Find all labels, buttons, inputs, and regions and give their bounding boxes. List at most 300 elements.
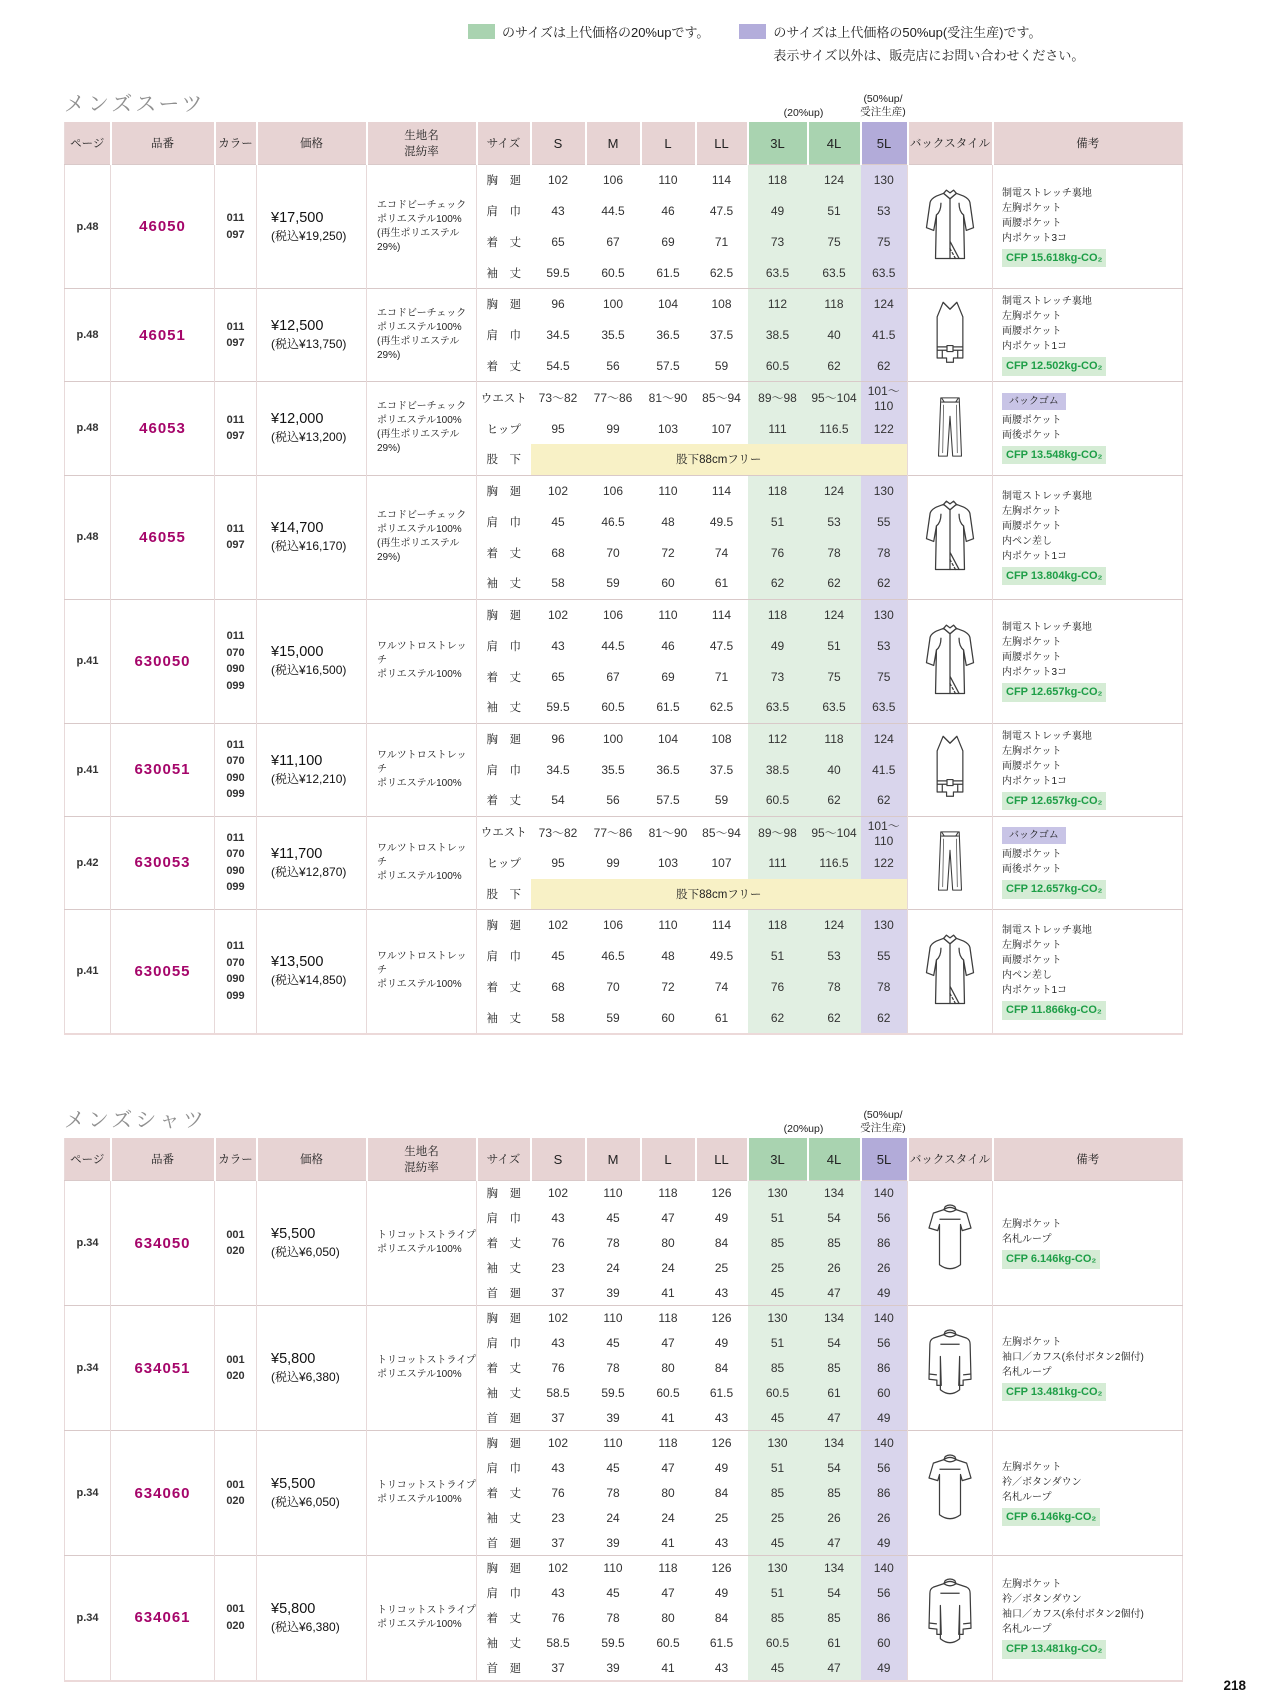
size-value: 56: [606, 793, 620, 808]
measurement-row: [65, 1181, 1183, 1206]
size-value: 45: [748, 1656, 808, 1681]
page-ref: p.41: [65, 599, 111, 723]
measure-label: 胸 廻: [477, 723, 531, 754]
cfp-label: CFP 6.146kg-CO₂: [1002, 1508, 1100, 1527]
measure-label: ヒップ: [477, 848, 531, 879]
remark-line: 左胸ポケット: [1002, 311, 1062, 323]
size-value: 110: [641, 165, 696, 196]
size-value: 130: [748, 1306, 808, 1331]
size-value: 73〜82: [531, 816, 586, 848]
table-body: [65, 1181, 1183, 1681]
size-value: 68: [551, 980, 565, 994]
size-value: 54: [808, 1581, 861, 1606]
fabric-line: ワルツトロストレッチ: [377, 951, 467, 977]
size-value: 112: [748, 289, 808, 320]
size-value: 78: [606, 1611, 620, 1625]
size-value: 49: [714, 1586, 729, 1600]
legend-purple-text: のサイズは上代価格の50%up(受注生産)です。: [773, 25, 1042, 40]
size-value: 49: [714, 1461, 729, 1475]
remark-line: 制電ストレッチ裏地: [1002, 730, 1092, 742]
size-value: 114: [696, 910, 748, 941]
measure-label: 肩 巾: [477, 1456, 531, 1481]
remark-line: 内ポケット1コ: [1002, 775, 1068, 787]
size-value: 126: [696, 1556, 748, 1581]
remarks: [993, 910, 1183, 1034]
col-header-size-3l: 3L: [748, 1138, 808, 1181]
size-value: 78: [606, 1361, 620, 1375]
size-value: 95〜104: [808, 816, 861, 848]
color-code: 090: [226, 663, 245, 675]
item-number: 630053: [111, 816, 215, 910]
fabric-line: エコドビーチェック: [377, 308, 467, 319]
legend-purple-text-2: 表示サイズ以外は、販売店にお問い合わせください。: [773, 48, 1085, 63]
size-value: 25: [748, 1256, 808, 1281]
fabric-line: ポリエステル100%: [377, 870, 462, 882]
shirt-short-back-icon: [922, 1523, 978, 1537]
measure-label: 着 丈: [477, 1356, 531, 1381]
size-value: 78: [808, 972, 861, 1003]
size-value: 49.5: [709, 949, 734, 963]
size-value: 84: [714, 1236, 729, 1250]
size-value: 61.5: [656, 265, 680, 280]
size-value: 106: [586, 599, 641, 630]
size-value: 61.5: [709, 1636, 734, 1650]
size-value: 49: [861, 1281, 908, 1306]
size-value: 85〜94: [696, 816, 748, 848]
size-value: 118: [808, 723, 861, 754]
pants-back-icon: [927, 889, 973, 903]
size-value: 118: [808, 289, 861, 320]
back-style: [908, 382, 993, 476]
color-codes: [215, 1556, 257, 1681]
size-value: 78: [606, 1236, 620, 1250]
color-code: 001: [226, 1228, 245, 1241]
size-value: 80: [661, 1486, 675, 1500]
size-value: 45: [606, 1586, 620, 1600]
remarks: [993, 382, 1183, 476]
size-value: 72: [661, 980, 675, 994]
color-codes: [215, 816, 257, 910]
col-header-size-m: M: [586, 1138, 641, 1181]
size-value: 43: [551, 204, 565, 218]
size-table: [64, 122, 1183, 1035]
back-style: [908, 1306, 993, 1431]
remark-line: 衿／ボタンダウン: [1002, 1594, 1082, 1605]
surcharge-20-label: (20%up): [783, 1123, 824, 1135]
color-code: 001: [226, 1478, 245, 1491]
size-value: 41: [661, 1660, 675, 1675]
measurement-row: [65, 1556, 1183, 1581]
size-value: 102: [531, 1306, 586, 1331]
size-value: 102: [531, 165, 586, 196]
color-code: 090: [226, 973, 245, 986]
measure-label: 着 丈: [477, 785, 531, 816]
col-header-size-l: L: [641, 122, 696, 165]
measure-label: 胸 廻: [477, 165, 531, 196]
size-value: 74: [714, 980, 729, 994]
size-value: 46.5: [601, 514, 625, 529]
size-value: 47.5: [709, 204, 734, 218]
fabric-line: エコドビーチェック: [377, 199, 467, 211]
price: [257, 1556, 367, 1681]
size-value: 140: [861, 1431, 908, 1456]
size-value: 122: [861, 848, 908, 879]
measure-label: 胸 廻: [477, 475, 531, 506]
remark-line: 制電ストレッチ裏地: [1002, 925, 1092, 936]
size-value: 130: [861, 599, 908, 630]
size-value: 49: [748, 630, 808, 661]
remark-line: 左胸ポケット: [1002, 202, 1062, 214]
fabric-line: ポリエステル100%: [377, 1369, 462, 1380]
size-value: 80: [661, 1236, 675, 1250]
price-tax: (税込¥6,050): [271, 1245, 340, 1259]
remarks: [993, 1306, 1183, 1431]
size-value: 103: [657, 856, 679, 870]
size-value: 126: [696, 1306, 748, 1331]
size-value: 60: [661, 576, 675, 591]
size-value: 76: [748, 537, 808, 568]
size-value: 85: [808, 1231, 861, 1256]
fabric-line: ポリエステル100%: [377, 979, 462, 991]
measure-label: 肩 巾: [477, 941, 531, 972]
remark-line: 内ポケット1コ: [1002, 985, 1068, 996]
remark-line: 名札ループ: [1002, 1234, 1052, 1246]
size-value: 103: [657, 421, 679, 436]
size-value: 81〜90: [641, 816, 696, 848]
size-value: 62: [748, 568, 808, 599]
cfp-label: CFP 13.804kg-CO₂: [1002, 567, 1106, 586]
size-value: 40: [808, 320, 861, 351]
size-value: 24: [661, 1511, 675, 1525]
jacket-back-icon: [922, 563, 978, 577]
table-header: [65, 122, 1183, 165]
remark-line: 制電ストレッチ裏地: [1002, 622, 1092, 634]
measurement-row: [65, 382, 1183, 414]
size-value: 84: [714, 1361, 729, 1375]
fabric-line: エコドビーチェック: [377, 510, 467, 521]
color-code: 097: [226, 337, 245, 349]
size-value: 102: [531, 475, 586, 506]
remarks: [993, 723, 1183, 816]
fabric-line: (再生ポリエステル29%): [377, 429, 460, 455]
size-value: 118: [641, 1306, 696, 1331]
measure-label: 袖 丈: [477, 1003, 531, 1034]
remark-line: 両腰ポケット: [1002, 955, 1062, 966]
shirt-short-back-icon: [922, 1273, 978, 1287]
fabric-header-line2: 混紡率: [404, 1162, 439, 1174]
measure-label: 胸 廻: [477, 599, 531, 630]
fabric-line: ポリエステル100%: [377, 1244, 462, 1255]
size-value: 26: [808, 1506, 861, 1531]
size-value: 44.5: [601, 204, 625, 218]
size-value: 60.5: [656, 1636, 680, 1650]
size-value: 106: [586, 165, 641, 196]
size-value: 46: [661, 638, 675, 653]
green-swatch-icon: [468, 24, 495, 39]
col-header-size-4l: 4L: [808, 1138, 861, 1181]
size-value: 40: [808, 754, 861, 785]
size-value: 73: [748, 227, 808, 258]
size-value: 72: [661, 545, 675, 560]
size-value: 56: [861, 1581, 908, 1606]
size-value: 124: [808, 599, 861, 630]
price: [257, 1181, 367, 1306]
size-value: 61.5: [709, 1386, 734, 1400]
surcharge-50-label: [833, 1109, 933, 1135]
size-value: 25: [714, 1261, 729, 1275]
measure-label: 着 丈: [477, 351, 531, 382]
remark-line: 内ペン差し: [1002, 535, 1052, 547]
measure-label: 袖 丈: [477, 1381, 531, 1406]
size-value: 59.5: [601, 1636, 625, 1650]
price-main: ¥12,000: [271, 411, 324, 428]
remark-line: 左胸ポケット: [1002, 745, 1062, 757]
size-value: 60.5: [748, 785, 808, 816]
size-value: 130: [861, 910, 908, 941]
size-value: 63.5: [861, 258, 908, 289]
remark-line: 左胸ポケット: [1002, 505, 1062, 517]
size-value: 45: [551, 949, 565, 963]
size-value: 130: [748, 1181, 808, 1206]
size-value: 62: [808, 568, 861, 599]
remark-line: 両後ポケット: [1002, 864, 1062, 875]
measure-label: 胸 廻: [477, 1556, 531, 1581]
size-value: 43: [714, 1660, 729, 1675]
remark-line: 衿／ボタンダウン: [1002, 1476, 1082, 1488]
remark-line: 両腰ポケット: [1002, 849, 1062, 860]
size-value: 60.5: [656, 1386, 680, 1400]
size-value: 86: [861, 1231, 908, 1256]
size-value: 61: [808, 1381, 861, 1406]
fabric-line: トリコットストライプ: [377, 1604, 476, 1616]
size-value: 77〜86: [586, 382, 641, 414]
size-value: 118: [641, 1431, 696, 1456]
size-value: 62: [808, 785, 861, 816]
size-value: 108: [696, 723, 748, 754]
cfp-label: CFP 11.866kg-CO₂: [1002, 1001, 1106, 1020]
remarks: [993, 1181, 1183, 1306]
price-main: ¥14,700: [271, 520, 324, 536]
measure-label: 着 丈: [477, 227, 531, 258]
fabric-line: エコドビーチェック: [377, 401, 467, 413]
price: [257, 1431, 367, 1556]
page-ref: p.34: [65, 1181, 111, 1306]
col-header-backstyle: バックスタイル: [908, 1138, 993, 1181]
col-header-size-l: L: [641, 1138, 696, 1181]
col-header-size-5l: 5L: [861, 122, 908, 165]
price-main: ¥5,800: [271, 1600, 316, 1617]
size-value: 69: [661, 235, 675, 249]
col-header-size-s: S: [531, 1138, 586, 1181]
size-value: 41.5: [861, 754, 908, 785]
color-code: 097: [226, 430, 245, 443]
fabric-line: ポリエステル100%: [377, 1618, 462, 1630]
size-value: 134: [808, 1181, 861, 1206]
fabric-line: トリコットストライプ: [377, 1355, 476, 1366]
pants-back-icon: [927, 455, 973, 469]
measure-label: 胸 廻: [477, 910, 531, 941]
size-value: 102: [531, 1556, 586, 1581]
size-value: 55: [861, 506, 908, 537]
measurement-row: [65, 289, 1183, 320]
size-value: 65: [551, 669, 565, 684]
measure-label: 着 丈: [477, 1606, 531, 1631]
price-main: ¥5,500: [271, 1226, 316, 1242]
size-value: 60.5: [748, 351, 808, 382]
size-value: 60.5: [601, 700, 625, 715]
remark-line: 両腰ポケット: [1002, 217, 1062, 229]
size-value: 59.5: [546, 265, 570, 280]
size-value: 85: [808, 1481, 861, 1506]
size-value: 51: [748, 1206, 808, 1231]
size-value: 118: [748, 165, 808, 196]
color-code: 090: [226, 864, 245, 877]
size-value: 84: [714, 1611, 729, 1625]
color-codes: [215, 1306, 257, 1431]
size-value: 126: [696, 1181, 748, 1206]
back-style: [908, 723, 993, 816]
size-value: 39: [606, 1410, 620, 1425]
size-value: 134: [808, 1306, 861, 1331]
remark-line: 名札ループ: [1002, 1491, 1052, 1503]
measurement-row: [65, 475, 1183, 506]
color-code: 070: [226, 646, 245, 659]
size-value: 77〜86: [586, 816, 641, 848]
size-value: 59: [606, 1010, 620, 1025]
size-value: 43: [714, 1410, 729, 1425]
col-header-size: サイズ: [477, 122, 531, 165]
measurement-row: [65, 816, 1183, 848]
fabric-line: ポリエステル100%: [377, 1494, 462, 1505]
price: [257, 723, 367, 816]
color-code: 011: [226, 413, 245, 426]
size-value: 70: [606, 545, 620, 560]
measure-label: 着 丈: [477, 1231, 531, 1256]
price: [257, 165, 367, 289]
size-value: 67: [606, 669, 620, 684]
size-value: 118: [641, 1181, 696, 1206]
size-value: 62.5: [709, 265, 734, 280]
size-value: 53: [808, 506, 861, 537]
fabric: [367, 475, 477, 599]
price-tax: (税込¥13,750): [271, 337, 347, 351]
measure-label: 着 丈: [477, 537, 531, 568]
col-header-item: 品番: [111, 1138, 215, 1181]
price-main: ¥15,000: [271, 644, 324, 660]
size-value: 38.5: [748, 320, 808, 351]
size-value: 24: [606, 1511, 620, 1525]
size-value: 35.5: [601, 762, 625, 777]
size-value: 58: [551, 1010, 565, 1025]
remark-line: 制電ストレッチ裏地: [1002, 490, 1092, 502]
size-value: 140: [861, 1306, 908, 1331]
price-tax: (税込¥6,380): [271, 1619, 340, 1634]
col-header-remarks: 備考: [993, 1138, 1183, 1181]
measure-label: 袖 丈: [477, 258, 531, 289]
size-value: 51: [748, 941, 808, 972]
size-value: 71: [714, 669, 729, 684]
price: [257, 816, 367, 910]
size-value: 114: [696, 165, 748, 196]
size-value: 102: [531, 1181, 586, 1206]
size-value: 56: [861, 1456, 908, 1481]
remark-line: 袖口／カフス(糸付ボタン2個付): [1002, 1351, 1144, 1363]
fabric: [367, 723, 477, 816]
size-value: 80: [661, 1361, 675, 1375]
size-value: 60.5: [748, 1381, 808, 1406]
size-value: 75: [861, 661, 908, 692]
fabric-line: ワルツトロストレッチ: [377, 749, 467, 775]
size-value: 122: [861, 413, 908, 444]
size-value: 78: [861, 972, 908, 1003]
inseam-free-band: 股下88cmフリー: [531, 444, 908, 475]
color-code: 099: [226, 881, 245, 894]
remark-line: 左胸ポケット: [1002, 1336, 1062, 1348]
size-value: 54.5: [546, 358, 570, 373]
size-value: 46: [661, 204, 675, 218]
measure-label: ヒップ: [477, 413, 531, 444]
fabric-line: ポリエステル100%: [377, 415, 462, 427]
size-value: 25: [748, 1506, 808, 1531]
col-header-backstyle: バックスタイル: [908, 122, 993, 165]
size-value: 39: [606, 1535, 620, 1550]
color-codes: [215, 1431, 257, 1556]
size-value: 102: [531, 599, 586, 630]
remark-line: 内ポケット1コ: [1002, 550, 1068, 562]
size-value: 37: [551, 1410, 565, 1425]
measure-label: ウエスト: [477, 382, 531, 414]
price-tax: (税込¥13,200): [271, 430, 347, 445]
color-codes: [215, 475, 257, 599]
size-value: 86: [861, 1356, 908, 1381]
size-value: 102: [531, 910, 586, 941]
item-number: 630055: [111, 910, 215, 1034]
size-value: 47: [808, 1656, 861, 1681]
measure-label: 肩 巾: [477, 320, 531, 351]
measure-label: 着 丈: [477, 1481, 531, 1506]
size-value: 35.5: [601, 328, 625, 342]
color-codes: [215, 1181, 257, 1306]
fabric-line: ポリエステル100%: [377, 213, 462, 225]
remark-line: 内ポケット1コ: [1002, 341, 1068, 353]
size-value: 126: [696, 1431, 748, 1456]
size-value: 63.5: [748, 692, 808, 723]
size-value: 99: [606, 856, 620, 870]
section-head: [64, 78, 1182, 122]
size-value: 84: [714, 1486, 729, 1500]
size-value: 41: [661, 1285, 675, 1300]
surcharge-50-line2: 受注生産): [860, 1121, 906, 1134]
page-ref: p.34: [65, 1306, 111, 1431]
size-value: 140: [861, 1181, 908, 1206]
size-value: 60.5: [748, 1631, 808, 1656]
size-value: 95: [551, 856, 565, 870]
page-ref: p.48: [65, 165, 111, 289]
remark-line: 名札ループ: [1002, 1624, 1052, 1635]
price-main: ¥12,500: [271, 318, 324, 334]
price: [257, 475, 367, 599]
measure-label: 首 廻: [477, 1406, 531, 1431]
size-value: 37: [551, 1535, 565, 1550]
color-code: 001: [226, 1603, 245, 1616]
size-value: 53: [861, 196, 908, 227]
size-value: 53: [808, 941, 861, 972]
price-tax: (税込¥12,870): [271, 864, 347, 879]
size-value: 110: [586, 1181, 641, 1206]
size-value: 134: [808, 1556, 861, 1581]
remarks: [993, 475, 1183, 599]
measure-label: 胸 廻: [477, 1306, 531, 1331]
